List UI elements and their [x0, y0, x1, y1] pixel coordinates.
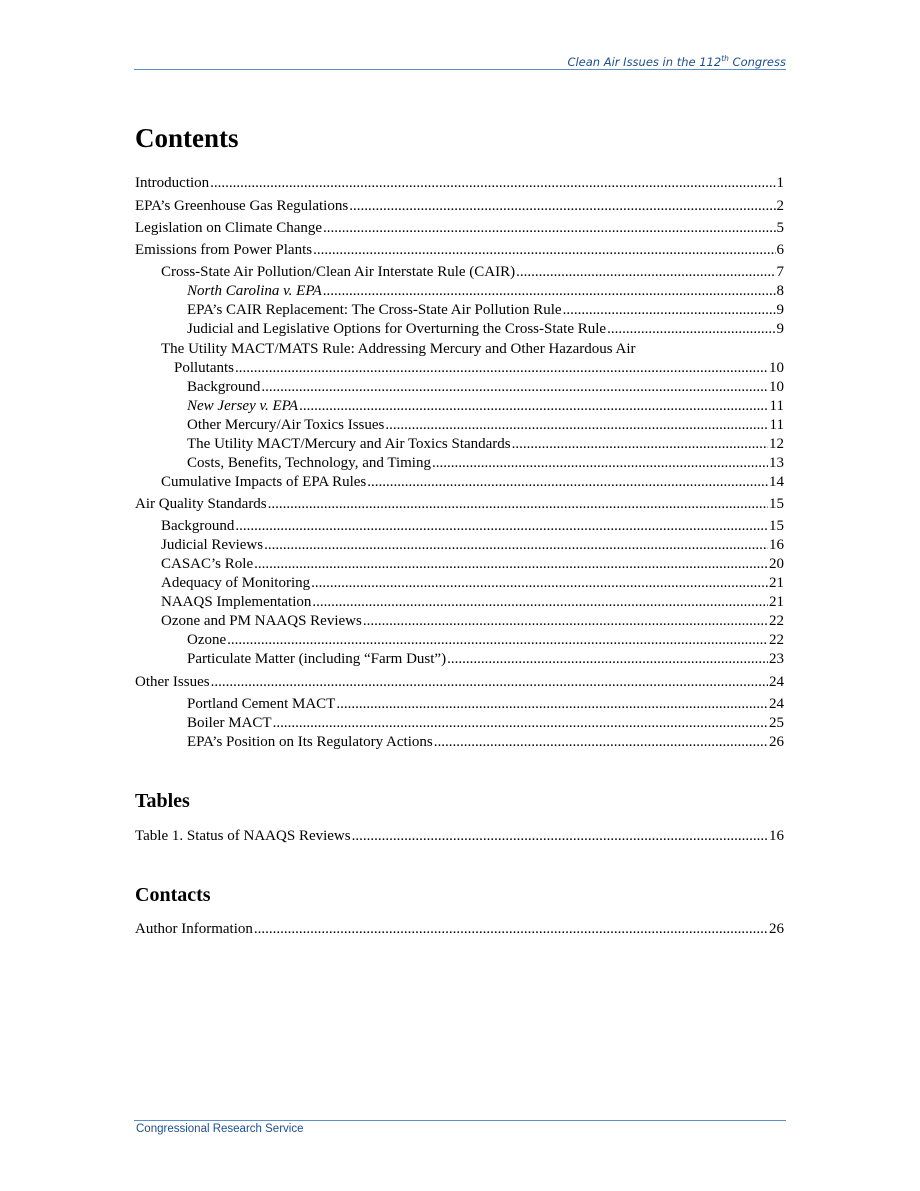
dot-leader: [349, 196, 775, 216]
toc-entry[interactable]: [187, 453, 784, 473]
toc-entry[interactable]: [161, 535, 784, 555]
toc-entry[interactable]: [161, 611, 784, 631]
toc-entry[interactable]: [187, 713, 784, 733]
toc-entry-page: 13: [769, 455, 784, 471]
dot-leader: [311, 573, 768, 593]
toc-entry-title: Author Information: [135, 921, 253, 937]
toc-entry[interactable]: [187, 396, 784, 416]
toc-entry-page: 21: [769, 594, 784, 610]
toc-entry-page: 24: [769, 674, 784, 690]
toc-entry-title: NAAQS Implementation: [161, 594, 312, 610]
toc-entry-page: 24: [769, 696, 784, 712]
toc-entry-page: 1: [776, 175, 784, 191]
dot-leader: [367, 472, 768, 492]
toc-entry[interactable]: [187, 319, 784, 339]
toc-entry-page: 2: [776, 198, 784, 214]
toc-entry-wrapped[interactable]: [161, 339, 784, 359]
dot-leader: [235, 358, 768, 378]
toc-entry-title: Background: [161, 518, 235, 534]
toc-entry-title: Boiler MACT: [187, 715, 272, 731]
toc-entry-page: 10: [769, 379, 784, 395]
toc-entry-page: 16: [769, 537, 784, 553]
toc-entry-page: 15: [769, 496, 784, 512]
toc-entry[interactable]: [161, 472, 784, 492]
toc-entry[interactable]: [135, 218, 784, 238]
dot-leader: [268, 494, 768, 514]
toc-entry[interactable]: [135, 173, 784, 193]
toc-entry[interactable]: [161, 573, 784, 593]
header-rule: [134, 69, 786, 70]
toc-entry-page: 9: [776, 302, 784, 318]
dot-leader: [211, 672, 768, 692]
toc-entry-title: EPA’s Position on Its Regulatory Actions: [187, 734, 433, 750]
footer-text: Congressional Research Service: [136, 1123, 304, 1135]
dot-leader: [313, 240, 775, 260]
toc-entry-title-line2: Pollutants: [174, 360, 235, 376]
toc-entry[interactable]: [161, 516, 784, 536]
dot-leader: [323, 218, 775, 238]
dot-leader: [264, 535, 768, 555]
dot-leader: [299, 396, 768, 416]
dot-leader: [235, 516, 768, 536]
toc-entry[interactable]: [135, 672, 784, 692]
tables-entry[interactable]: [135, 826, 784, 846]
toc-entry-page: 15: [769, 518, 784, 534]
toc-entry-title: Introduction: [135, 175, 210, 191]
toc-entry-title: CASAC’s Role: [161, 556, 254, 572]
toc-entry-page: 10: [769, 360, 784, 376]
dot-leader: [447, 649, 768, 669]
dot-leader: [261, 377, 768, 397]
toc-entry[interactable]: [135, 196, 784, 216]
toc-entry-title: Table 1. Status of NAAQS Reviews: [135, 828, 351, 844]
toc-entry-page: 26: [769, 921, 784, 937]
toc-entry-title: Particulate Matter (including “Farm Dust”): [187, 651, 447, 667]
toc-entry-title: Other Mercury/Air Toxics Issues: [187, 417, 385, 433]
toc-entry-title: Cumulative Impacts of EPA Rules: [161, 474, 367, 490]
toc-entry-page: 22: [769, 632, 784, 648]
toc-entry-page: 21: [769, 575, 784, 591]
dot-leader: [254, 554, 768, 574]
dot-leader: [385, 415, 768, 435]
toc-entry[interactable]: [174, 358, 784, 378]
dot-leader: [432, 453, 768, 473]
toc-entry-page: 14: [769, 474, 784, 490]
toc-entry[interactable]: [187, 434, 784, 454]
dot-leader: [227, 630, 768, 650]
running-header-title-end: Congress: [728, 54, 786, 69]
running-header: [134, 54, 786, 69]
toc-entry-page: 22: [769, 613, 784, 629]
toc-entry-title: Legislation on Climate Change: [135, 220, 323, 236]
dot-leader: [210, 173, 775, 193]
toc-entry-title: Other Issues: [135, 674, 210, 690]
dot-leader: [323, 281, 776, 301]
toc-entry-page: 9: [776, 321, 784, 337]
footer-rule: [134, 1120, 786, 1121]
dot-leader: [607, 319, 775, 339]
dot-leader: [516, 262, 775, 282]
toc-entry-page: 6: [776, 242, 784, 258]
toc-entry-title: Background: [187, 379, 261, 395]
dot-leader: [312, 592, 768, 612]
toc-entry[interactable]: [135, 240, 784, 260]
toc-entry[interactable]: [187, 415, 784, 435]
toc-entry-title: Ozone: [187, 632, 227, 648]
toc-entry-page: 11: [769, 417, 784, 433]
toc-entry[interactable]: [187, 649, 784, 669]
toc-entry-title: Costs, Benefits, Technology, and Timing: [187, 455, 431, 471]
toc-entry[interactable]: [135, 494, 784, 514]
toc-entry-title: Judicial and Legislative Options for Overturning the Cross-State Rule: [187, 321, 607, 337]
toc-entry[interactable]: [187, 300, 784, 320]
toc-entry[interactable]: [161, 592, 784, 612]
toc-entry-title: Air Quality Standards: [135, 496, 267, 512]
toc-entry-page: 11: [769, 398, 784, 414]
dot-leader: [336, 694, 768, 714]
toc-entry-title: The Utility MACT/Mercury and Air Toxics Standards: [187, 436, 511, 452]
toc-entry[interactable]: [161, 262, 784, 282]
toc-entry[interactable]: [187, 281, 784, 301]
toc-entry[interactable]: [187, 694, 784, 714]
toc-entry-page: 7: [776, 264, 784, 280]
toc-entry[interactable]: [187, 732, 784, 752]
toc-entry-title: Cross-State Air Pollution/Clean Air Interstate Rule (CAIR): [161, 264, 516, 280]
contacts-heading: Contacts: [135, 884, 211, 906]
toc-entry-page: 20: [769, 556, 784, 572]
toc-entry[interactable]: [187, 630, 784, 650]
dot-leader: [434, 732, 768, 752]
toc-entry-page: 25: [769, 715, 784, 731]
dot-leader: [363, 611, 768, 631]
toc-entry-title: EPA’s CAIR Replacement: The Cross-State Air Pollution Rule: [187, 302, 562, 318]
tables-heading: Tables: [135, 790, 190, 812]
toc-entry-title: Portland Cement MACT: [187, 696, 336, 712]
dot-leader: [254, 919, 768, 939]
dot-leader: [512, 434, 768, 454]
toc-entry-page: 5: [776, 220, 784, 236]
toc-entry-title: Adequacy of Monitoring: [161, 575, 311, 591]
running-header-title: Clean Air Issues in the 112: [567, 54, 722, 69]
toc-entry-title-line1: The Utility MACT/MATS Rule: Addressing Mercury and Other Hazardous Air: [161, 341, 636, 357]
contents-heading: Contents: [135, 123, 239, 153]
toc-entry[interactable]: [187, 377, 784, 397]
toc-entry-title: New Jersey v. EPA: [187, 398, 299, 414]
dot-leader: [273, 713, 768, 733]
toc-entry[interactable]: [161, 554, 784, 574]
toc-entry-title: Judicial Reviews: [161, 537, 264, 553]
contacts-entry[interactable]: [135, 919, 784, 939]
toc-entry-title: Ozone and PM NAAQS Reviews: [161, 613, 362, 629]
toc-entry-page: 16: [769, 828, 784, 844]
toc-entry-title: EPA’s Greenhouse Gas Regulations: [135, 198, 349, 214]
toc-entry-page: 26: [769, 734, 784, 750]
toc-entry-page: 12: [769, 436, 784, 452]
toc-entry-title: North Carolina v. EPA: [187, 283, 322, 299]
running-header-superscript: th: [721, 54, 729, 63]
toc-entry-page: 8: [776, 283, 784, 299]
toc-entry-page: 23: [769, 651, 784, 667]
toc-entry-title: Emissions from Power Plants: [135, 242, 313, 258]
dot-leader: [563, 300, 776, 320]
dot-leader: [352, 826, 768, 846]
